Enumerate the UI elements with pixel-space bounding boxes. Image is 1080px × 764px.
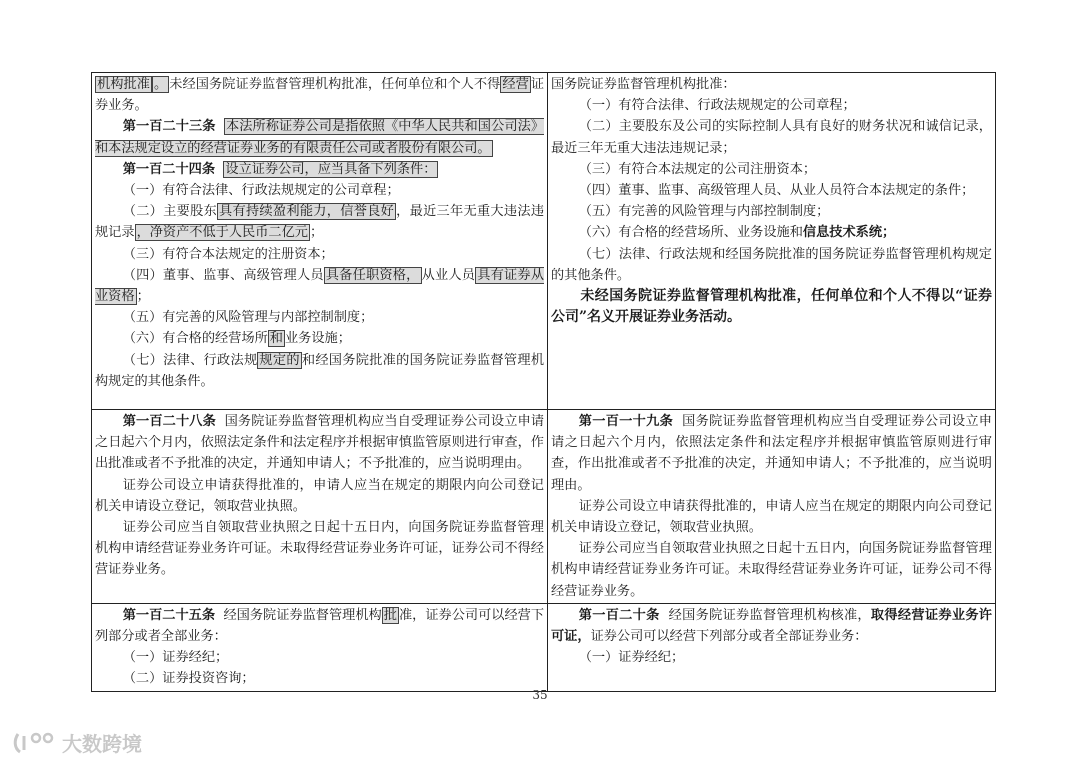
text: ，最近三年无重大违法违规记录 <box>95 204 545 241</box>
bold-text: 信息技术系统； <box>802 225 896 241</box>
new-law-cell <box>548 603 996 691</box>
highlight: 设立证券公司，应当具备下列条件： <box>225 161 437 177</box>
new-law-cell <box>548 73 996 410</box>
text: ； <box>310 225 324 241</box>
list-item <box>95 350 544 392</box>
old-law-cell <box>92 410 548 604</box>
table-row <box>92 73 996 410</box>
article-title: 第一百二十四条 <box>122 161 216 177</box>
table-row <box>92 603 996 691</box>
highlight: 具有证券从业资格 <box>95 267 545 305</box>
article-120 <box>551 605 992 647</box>
article-title: 第一百一十九条 <box>578 414 674 429</box>
highlight: 和 <box>269 331 283 347</box>
highlight: 机构批准 <box>97 77 150 92</box>
list-item: （二）主要股东及公司的实际控制人具有良好的财务状况和诚信记录，最近三年无重大违法违规记录； <box>551 119 992 156</box>
old-law-cell <box>92 603 548 691</box>
paragraph: 证券公司应当自领取营业执照之日起十五日内，向国务院证券监督管理机构申请经营证券业务许可证。未取得经营证券业务许可证，证券公司不得经营证券业务。 <box>95 520 544 578</box>
highlight: 具有持续盈利能力，信誉良好 <box>219 204 395 220</box>
article-123 <box>95 116 544 158</box>
article-125 <box>95 605 544 647</box>
highlight: 批 <box>383 607 397 623</box>
list-item: （一）证券经纪； <box>122 650 229 666</box>
article-128 <box>95 411 544 475</box>
list-item: （一）证券经纪； <box>578 650 685 666</box>
highlight: 本法所称证券公司是指依照《中华人民共和国公司法》和本法规定设立的经营证券业务的有限责任公司或者股份有限公司。 <box>95 119 545 156</box>
article-title: 第一百二十五条 <box>122 607 216 623</box>
text: （六）有合格的经营场所 <box>122 331 268 347</box>
text: （二）主要股东 <box>122 204 218 220</box>
highlight: 规定的 <box>259 352 300 368</box>
text: 准，证券公司可以经营下列部分或者全部业务： <box>95 607 545 645</box>
text: ； <box>136 289 150 305</box>
list-item: （三）有符合本法规定的公司注册资本； <box>578 161 817 177</box>
text: （四）董事、监事、高级管理人员 <box>122 267 324 283</box>
list-item: （四）董事、监事、高级管理人员、从业人员符合本法规定的条件； <box>578 183 975 199</box>
paragraph: 证券公司设立申请获得批准的，申请人应当在规定的期限内向公司登记机关申请设立登记，领取营业执照。 <box>95 477 544 514</box>
text: 经国务院证券监督管理机构核准， <box>668 607 871 623</box>
text: 从业人员 <box>421 267 476 283</box>
article-119 <box>551 411 992 496</box>
text: 国务院证券监督管理机构应当自受理证券公司设立申请之日起六个月内，依照法定条件和法定程序并根据审慎监管原则进行审查，作出批准或者不予批准的决定，并通知申请人；不予批准的，应当说明理由。 <box>551 414 992 493</box>
old-law-cell <box>92 73 548 410</box>
new-provision: 未经国务院证券监督管理机构批准，任何单位和个人不得以“证券公司”名义开展证券业务活动。 <box>551 288 992 326</box>
paragraph: 证券公司应当自领取营业执照之日起十五日内，向国务院证券监督管理机构申请经营证券业务许可证。未取得经营证券业务许可证，证券公司不得经营证券业务。 <box>551 541 992 599</box>
list-item: （二）证券投资咨询； <box>122 671 255 687</box>
watermark <box>12 728 142 757</box>
paragraph: 国务院证券监督管理机构批准： <box>551 77 736 92</box>
article-title: 第一百二十条 <box>578 607 660 623</box>
text: 业务设施； <box>284 331 351 347</box>
list-item: （五）有完善的风险管理与内部控制制度； <box>578 204 830 220</box>
list-item <box>551 222 992 243</box>
text: 未经国务院证券监督管理机构批准，任何单位和个人不得 <box>169 77 501 92</box>
article-title: 第一百二十三条 <box>122 119 216 135</box>
paragraph <box>95 74 544 116</box>
highlight: ，净资产不低于人民币二亿元 <box>136 225 308 241</box>
watermark-text: 大数跨境 <box>62 732 142 756</box>
text: （六）有合格的经营场所、业务设施和 <box>578 225 803 241</box>
bold-text: 取得经营证券业务许可证， <box>551 607 992 645</box>
list-item: （一）有符合法律、行政法规规定的公司章程； <box>578 98 856 114</box>
paragraph: 证券公司设立申请获得批准的，申请人应当在规定的期限内向公司登记机关申请设立登记，领取营业执照。 <box>551 498 992 536</box>
highlight: 经营 <box>502 77 529 92</box>
list-item <box>95 265 544 307</box>
article-title: 第一百二十八条 <box>122 414 216 429</box>
page-number: 35 <box>532 688 548 702</box>
text: 证券业务。 <box>95 77 545 114</box>
new-law-cell <box>548 410 996 604</box>
text: 国务院证券监督管理机构应当自受理证券公司设立申请之日起六个月内，依照法定条件和法定程序并根据审慎监管原则进行审查，作出批准或者不予批准的决定，并通知申请人；不予批准的，应当说明理由。 <box>95 414 545 472</box>
text: 证券公司可以经营下列部分或者全部证券业务： <box>590 629 868 645</box>
list-item: （三）有符合本法规定的注册资本； <box>122 246 334 262</box>
article-124 <box>95 159 544 180</box>
list-item <box>95 201 544 243</box>
table-row <box>92 410 996 604</box>
highlight: 具备任职资格， <box>325 267 420 283</box>
list-item: （五）有完善的风险管理与内部控制制度； <box>122 310 374 326</box>
text: （七）法律、行政法规 <box>122 352 258 368</box>
list-item: （七）法律、行政法规和经国务院批准的国务院证券监督管理机构规定的其他条件。 <box>551 246 992 283</box>
list-item: （一）有符合法律、行政法规规定的公司章程； <box>122 183 400 199</box>
highlight: 。 <box>153 77 168 92</box>
list-item <box>95 328 544 349</box>
text: 和经国务院批准的国务院证券监督管理机构规定的其他条件。 <box>95 352 545 389</box>
watermark-logo-icon <box>12 730 58 756</box>
comparison-table <box>91 72 996 692</box>
text: 经国务院证券监督管理机构 <box>223 607 382 623</box>
